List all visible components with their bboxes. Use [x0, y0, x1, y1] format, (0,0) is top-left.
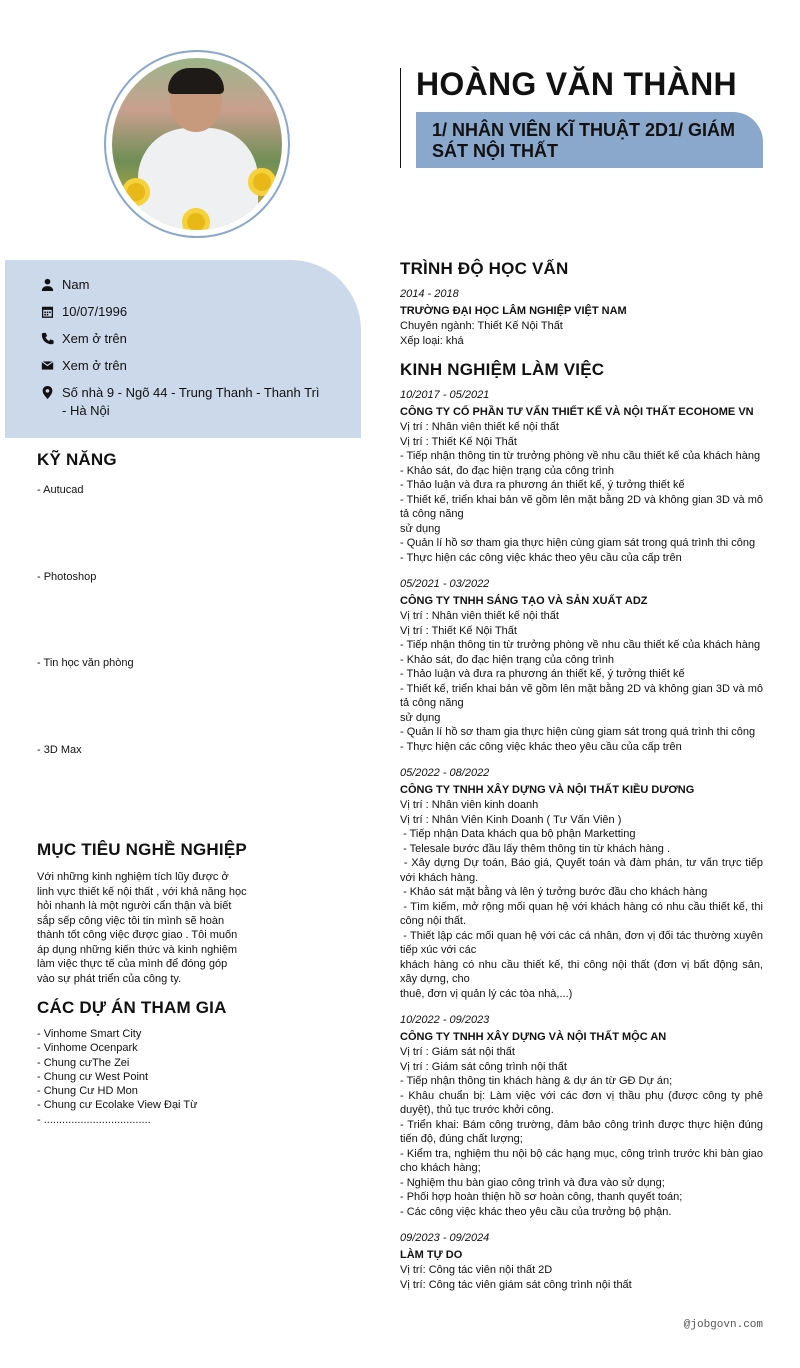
info-text: Nam [62, 277, 90, 292]
entry-line: Vị trí : Nhân viên thiết kế nội thất [400, 421, 559, 433]
location-icon [41, 386, 54, 399]
experience-entry [400, 1231, 763, 1292]
education-entry [400, 287, 763, 348]
entry-line: - Telesale bước đầu lấy thêm thông tin từ khách hàng . [400, 842, 671, 855]
skill-item: - Autucad [37, 484, 84, 496]
entry-line: - Thực hiện các công việc khác theo yêu cầu của cấp trên [400, 551, 682, 564]
email-icon [41, 359, 54, 372]
entry-line: thuê, đơn vị quản lý các tòa nhà,...) [400, 987, 573, 1000]
personal-info-panel [5, 260, 361, 438]
info-row [41, 276, 361, 294]
profile-photo [104, 50, 290, 238]
skill-item: - 3D Max [37, 743, 82, 756]
calendar-icon [41, 305, 54, 318]
entry-date: 10/2022 - 09/2023 [400, 1014, 490, 1026]
entry-organization: CÔNG TY CỔ PHẦN TƯ VẤN THIẾT KẾ VÀ NỘI THẤT ECOHOME VN [400, 405, 754, 418]
entry-line: sử dụng [400, 522, 441, 535]
entry-date: 05/2022 - 08/2022 [400, 767, 490, 779]
entry-organization: CÔNG TY TNHH SÁNG TẠO VÀ SẢN XUẤT ADZ [400, 594, 648, 607]
experience-entry [400, 1013, 767, 1219]
info-row [41, 330, 361, 348]
experience-entry [400, 577, 767, 754]
entry-organization: TRƯỜNG ĐẠI HỌC LÂM NGHIỆP VIỆT NAM [400, 304, 627, 317]
section-title: CÁC DỰ ÁN THAM GIA [37, 998, 227, 1017]
entry-organization: CÔNG TY TNHH XÂY DỰNG VÀ NỘI THẤT MỘC AN [400, 1030, 667, 1043]
project-item: - Vinhome Ocenpark [37, 1042, 138, 1055]
skill-item: - Photoshop [37, 570, 97, 583]
entry-line: - Khảo sát, đo đạc hiện trạng của công trình [400, 653, 615, 666]
skill-item: - Tin học văn phòng [37, 657, 134, 669]
projects-section [37, 998, 297, 1127]
avatar-image [112, 58, 282, 230]
entry-line: khách hàng có nhu cầu thiết kế, thi công nội thất (đơn vị bất động sản, xây dựng, cho [400, 958, 767, 985]
entry-line: - Quản lí hồ sơ tham gia thực hiện cùng giam sát trong quá trình thi công [400, 726, 756, 738]
person-icon [41, 278, 54, 291]
entry-line: - Triển khai: Bám công trường, đảm bảo công trình được thực hiện đúng tiến độ, đúng chất lượng; [400, 1118, 767, 1145]
info-row [41, 384, 361, 420]
entry-line: - Khảo sát mặt bằng và lên ý tưởng bước đầu cho khách hàng [400, 886, 708, 898]
entry-line: Vị trí : Thiết Kế Nội Thất [400, 624, 517, 637]
watermark: @jobgovn.com [683, 1319, 763, 1331]
candidate-name: HOÀNG VĂN THÀNH [416, 66, 737, 102]
info-text: Số nhà 9 - Ngõ 44 - Trung Thanh - Thanh Trì - Hà Nội [62, 385, 320, 418]
info-text: Xem ở trên [62, 358, 127, 373]
entry-date: 10/2017 - 05/2021 [400, 389, 490, 401]
entry-line: Vị trí : Giám sát nội thất [400, 1046, 515, 1058]
entry-line: Vị trí : Thiết Kế Nội Thất [400, 435, 517, 448]
entry-line: Xếp loại: khá [400, 334, 464, 347]
entry-line: - Phối hợp hoàn thiện hồ sơ hoàn công, thanh quyết toán; [400, 1191, 683, 1203]
entry-line: Vị trí : Nhân viên thiết kế nội thất [400, 610, 559, 622]
entry-line: - Thảo luận và đưa ra phương án thiết kế, ý tưởng thiết kế [400, 668, 685, 680]
entry-line: - Tiếp nhận thông tin từ trưởng phòng về nhu cầu thiết kế của khách hàng [400, 450, 761, 462]
entry-date: 2014 - 2018 [400, 288, 459, 300]
skills-section [37, 450, 337, 828]
entry-line: - Quản lí hồ sơ tham gia thực hiện cùng giam sát trong quá trình thi công [400, 537, 756, 549]
entry-line: - Thiết lập các mối quan hệ với các cá nhân, đơn vị đối tác thường xuyên tiếp xúc với các [400, 929, 767, 956]
left-column [37, 450, 337, 1127]
entry-line: Vị trí: Công tác viên giám sát công trình nội thất [400, 1278, 632, 1291]
project-item: - Chung cư Ecolake View Đại Từ [37, 1099, 198, 1112]
entry-line: Vị trí : Nhân viên kinh doanh [400, 799, 539, 811]
project-item: - Chung Cư HD Mon [37, 1085, 138, 1098]
entry-line: - Thiết kế, triển khai bản vẽ gồm lên mặt bằng 2D và không gian 3D và mô tả công năng [400, 682, 767, 709]
info-row [41, 357, 361, 375]
project-item: - ................................... [37, 1113, 151, 1126]
experience-entry [400, 388, 767, 565]
entry-date: 05/2021 - 03/2022 [400, 578, 490, 590]
entry-line: sử dụng [400, 711, 441, 724]
entry-line: - Kiểm tra, nghiệm thu nội bộ các hạng mục, công trình trước khi bàn giao cho khách hàng; [400, 1147, 767, 1174]
entry-line: - Khâu chuẩn bị: Làm việc với các đơn vị thầu phụ (được công ty phê duyệt), thủ tục trước khởi công. [400, 1089, 767, 1116]
entry-line: - Tiếp nhận Data khách qua bộ phận Marketting [400, 828, 636, 840]
entry-date: 09/2023 - 09/2024 [400, 1232, 490, 1244]
entry-line: - Thảo luận và đưa ra phương án thiết kế, ý tưởng thiết kế [400, 479, 685, 491]
entry-line: - Tìm kiếm, mở rộng mối quan hệ với khách hàng có nhu cầu thiết kế, thi công nội thất. [400, 900, 767, 927]
entry-line: Chuyên ngành: Thiết Kế Nội Thất [400, 320, 563, 332]
entry-line: - Thiết kế, triển khai bản vẽ gồm lên mặt bằng 2D và không gian 3D và mô tả công năng [400, 493, 767, 520]
section-title: KỸ NĂNG [37, 450, 117, 469]
entry-line: - Xây dựng Dự toán, Báo giá, Quyết toán và đàm phán, tư vấn trực tiếp với khách hàng. [400, 857, 767, 884]
career-goal-section [37, 840, 247, 986]
project-item: - Chung cưThe Zei [37, 1056, 130, 1069]
info-row [41, 303, 361, 321]
entry-organization: LÀM TỰ DO [400, 1248, 463, 1261]
entry-line: - Tiếp nhận thông tin từ trưởng phòng về nhu cầu thiết kế của khách hàng [400, 639, 761, 651]
goal-text: Với những kinh nghiệm tích lũy được ở linh vực thiết kế nội thất , với khả năng học hỏi nhanh là một người cẩn thận và biết sắp sếp công việc tôi tin mình sẽ hoàn thành tốt công việc được giao . Tôi muốn áp dụng những kiến thức và kinh nghiệm làm việc thực tế của mình để đóng góp vào sự phát triển của công ty. [37, 871, 247, 985]
phone-icon [41, 332, 54, 345]
entry-line: Vị trí: Công tác viên nội thất 2D [400, 1264, 553, 1276]
info-text: Xem ở trên [62, 331, 127, 346]
project-item: - Chung cư West Point [37, 1070, 149, 1083]
header-divider [400, 68, 401, 168]
entry-line: Vị trí : Giám sát công trình nội thất [400, 1060, 567, 1073]
entry-line: Vị trí : Nhân Viên Kinh Doanh ( Tư Vấn Viên ) [400, 813, 622, 826]
entry-line: - Thực hiện các công việc khác theo yêu cầu của cấp trên [400, 740, 682, 753]
section-title: MỤC TIÊU NGHỀ NGHIỆP [37, 840, 247, 859]
entry-organization: CÔNG TY TNHH XÂY DỰNG VÀ NỘI THẤT KIỀU DƯƠNG [400, 783, 695, 796]
entry-line: - Nghiệm thu bàn giao công trình và đưa vào sử dụng; [400, 1176, 665, 1189]
entry-line: - Tiếp nhận thông tin khách hàng & dự án từ GĐ Dự án; [400, 1075, 673, 1087]
entry-line: - Khảo sát, đo đạc hiện trạng của công trình [400, 464, 615, 477]
education-title: TRÌNH ĐỘ HỌC VẤN [400, 259, 569, 278]
entry-line: - Các công việc khác theo yêu cầu của trưởng bộ phận. [400, 1205, 672, 1218]
experience-title: KINH NGHIỆM LÀM VIỆC [400, 360, 605, 379]
right-column [400, 259, 767, 1343]
job-title: 1/ NHÂN VIÊN KĨ THUẬT 2D1/ GIÁM SÁT NỘI THẤT [416, 112, 763, 168]
project-item: - Vinhome Smart City [37, 1028, 142, 1040]
info-text: 10/07/1996 [62, 304, 128, 319]
experience-entry [400, 766, 767, 1001]
